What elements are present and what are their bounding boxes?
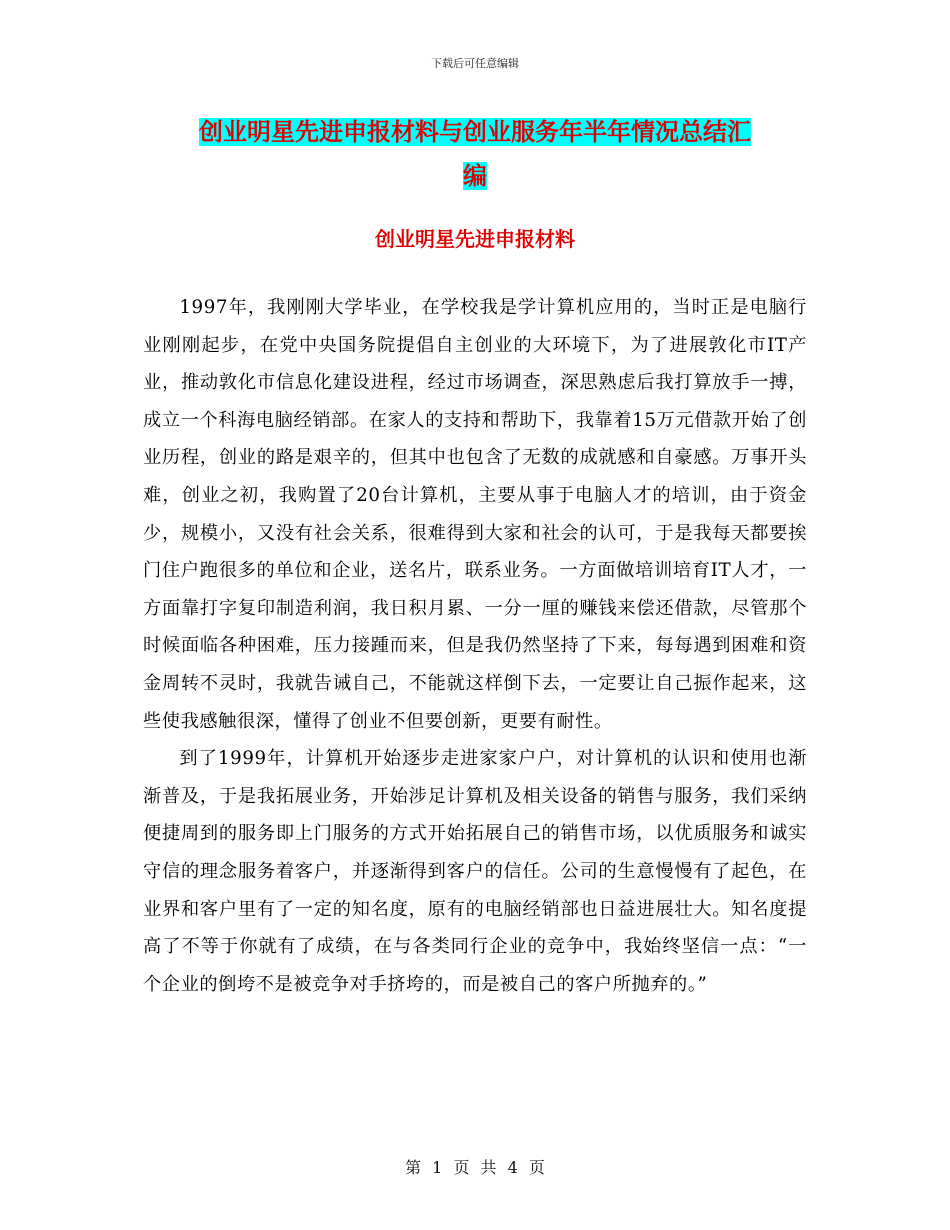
page-header-note: 下载后可任意编辑: [431, 57, 519, 70]
page-footer: 第 1 页 共 4 页: [405, 1158, 545, 1177]
document-title-line1: 创业明星先进申报材料与创业服务年半年情况总结汇: [199, 118, 751, 146]
document-title-line2: 编: [463, 162, 487, 190]
document-title: [140, 110, 810, 198]
body-paragraph: 到了1999年，计算机开始逐步走进家家户户，对计算机的认识和使用也渐渐普及，于是我拓展业务，开始涉足计算机及相关设备的销售与服务，我们采纳便捷周到的服务即上门服务的方式开始拓展自己的销售市场，以优质服务和诚实守信的理念服务着客户，并逐渐得到客户的信任。公司的生意慢慢有了起色，在业界和客户里有了一定的知名度，原有的电脑经销部也日益进展壮大。知名度提高了不等于你就有了成绩，在与各类同行企业的竞争中，我始终坚信一点：“一个企业的倒垮不是被竞争对手挤垮的，而是被自己的客户所抛弃的。”: [143, 748, 807, 995]
body-paragraph: 1997年，我刚刚大学毕业，在学校我是学计算机应用的，当时正是电脑行业刚刚起步，在党中央国务院提倡自主创业的大环境下，为了进展敦化市IT产业，推动敦化市信息化建设进程，经过市场调查，深思熟虑后我打算放手一搏，成立一个科海电脑经销部。在家人的支持和帮助下，我靠着15万元借款开始了创业历程，创业的路是艰辛的，但其中也包含了无数的成就感和自豪感。万事开头难，创业之初，我购置了20台计算机，主要从事于电脑人才的培训，由于资金少，规模小，又没有社会关系，很难得到大家和社会的认可，于是我每天都要挨门住户跑很多的单位和企业，送名片，联系业务。一方面做培训培育IT人才，一方面靠打字复印制造利润，我日积月累、一分一厘的赚钱来偿还借款，尽管那个时候面临各种困难，压力接踵而来，但是我仍然坚持了下来，每每遇到困难和资金周转不灵时，我就告诫自己，不能就这样倒下去，一定要让自己振作起来，这些使我感触很深，懂得了创业不但要创新，更要有耐性。: [143, 297, 807, 732]
document-body: [143, 289, 807, 1003]
section-title: 创业明星先进申报材料: [375, 227, 575, 251]
